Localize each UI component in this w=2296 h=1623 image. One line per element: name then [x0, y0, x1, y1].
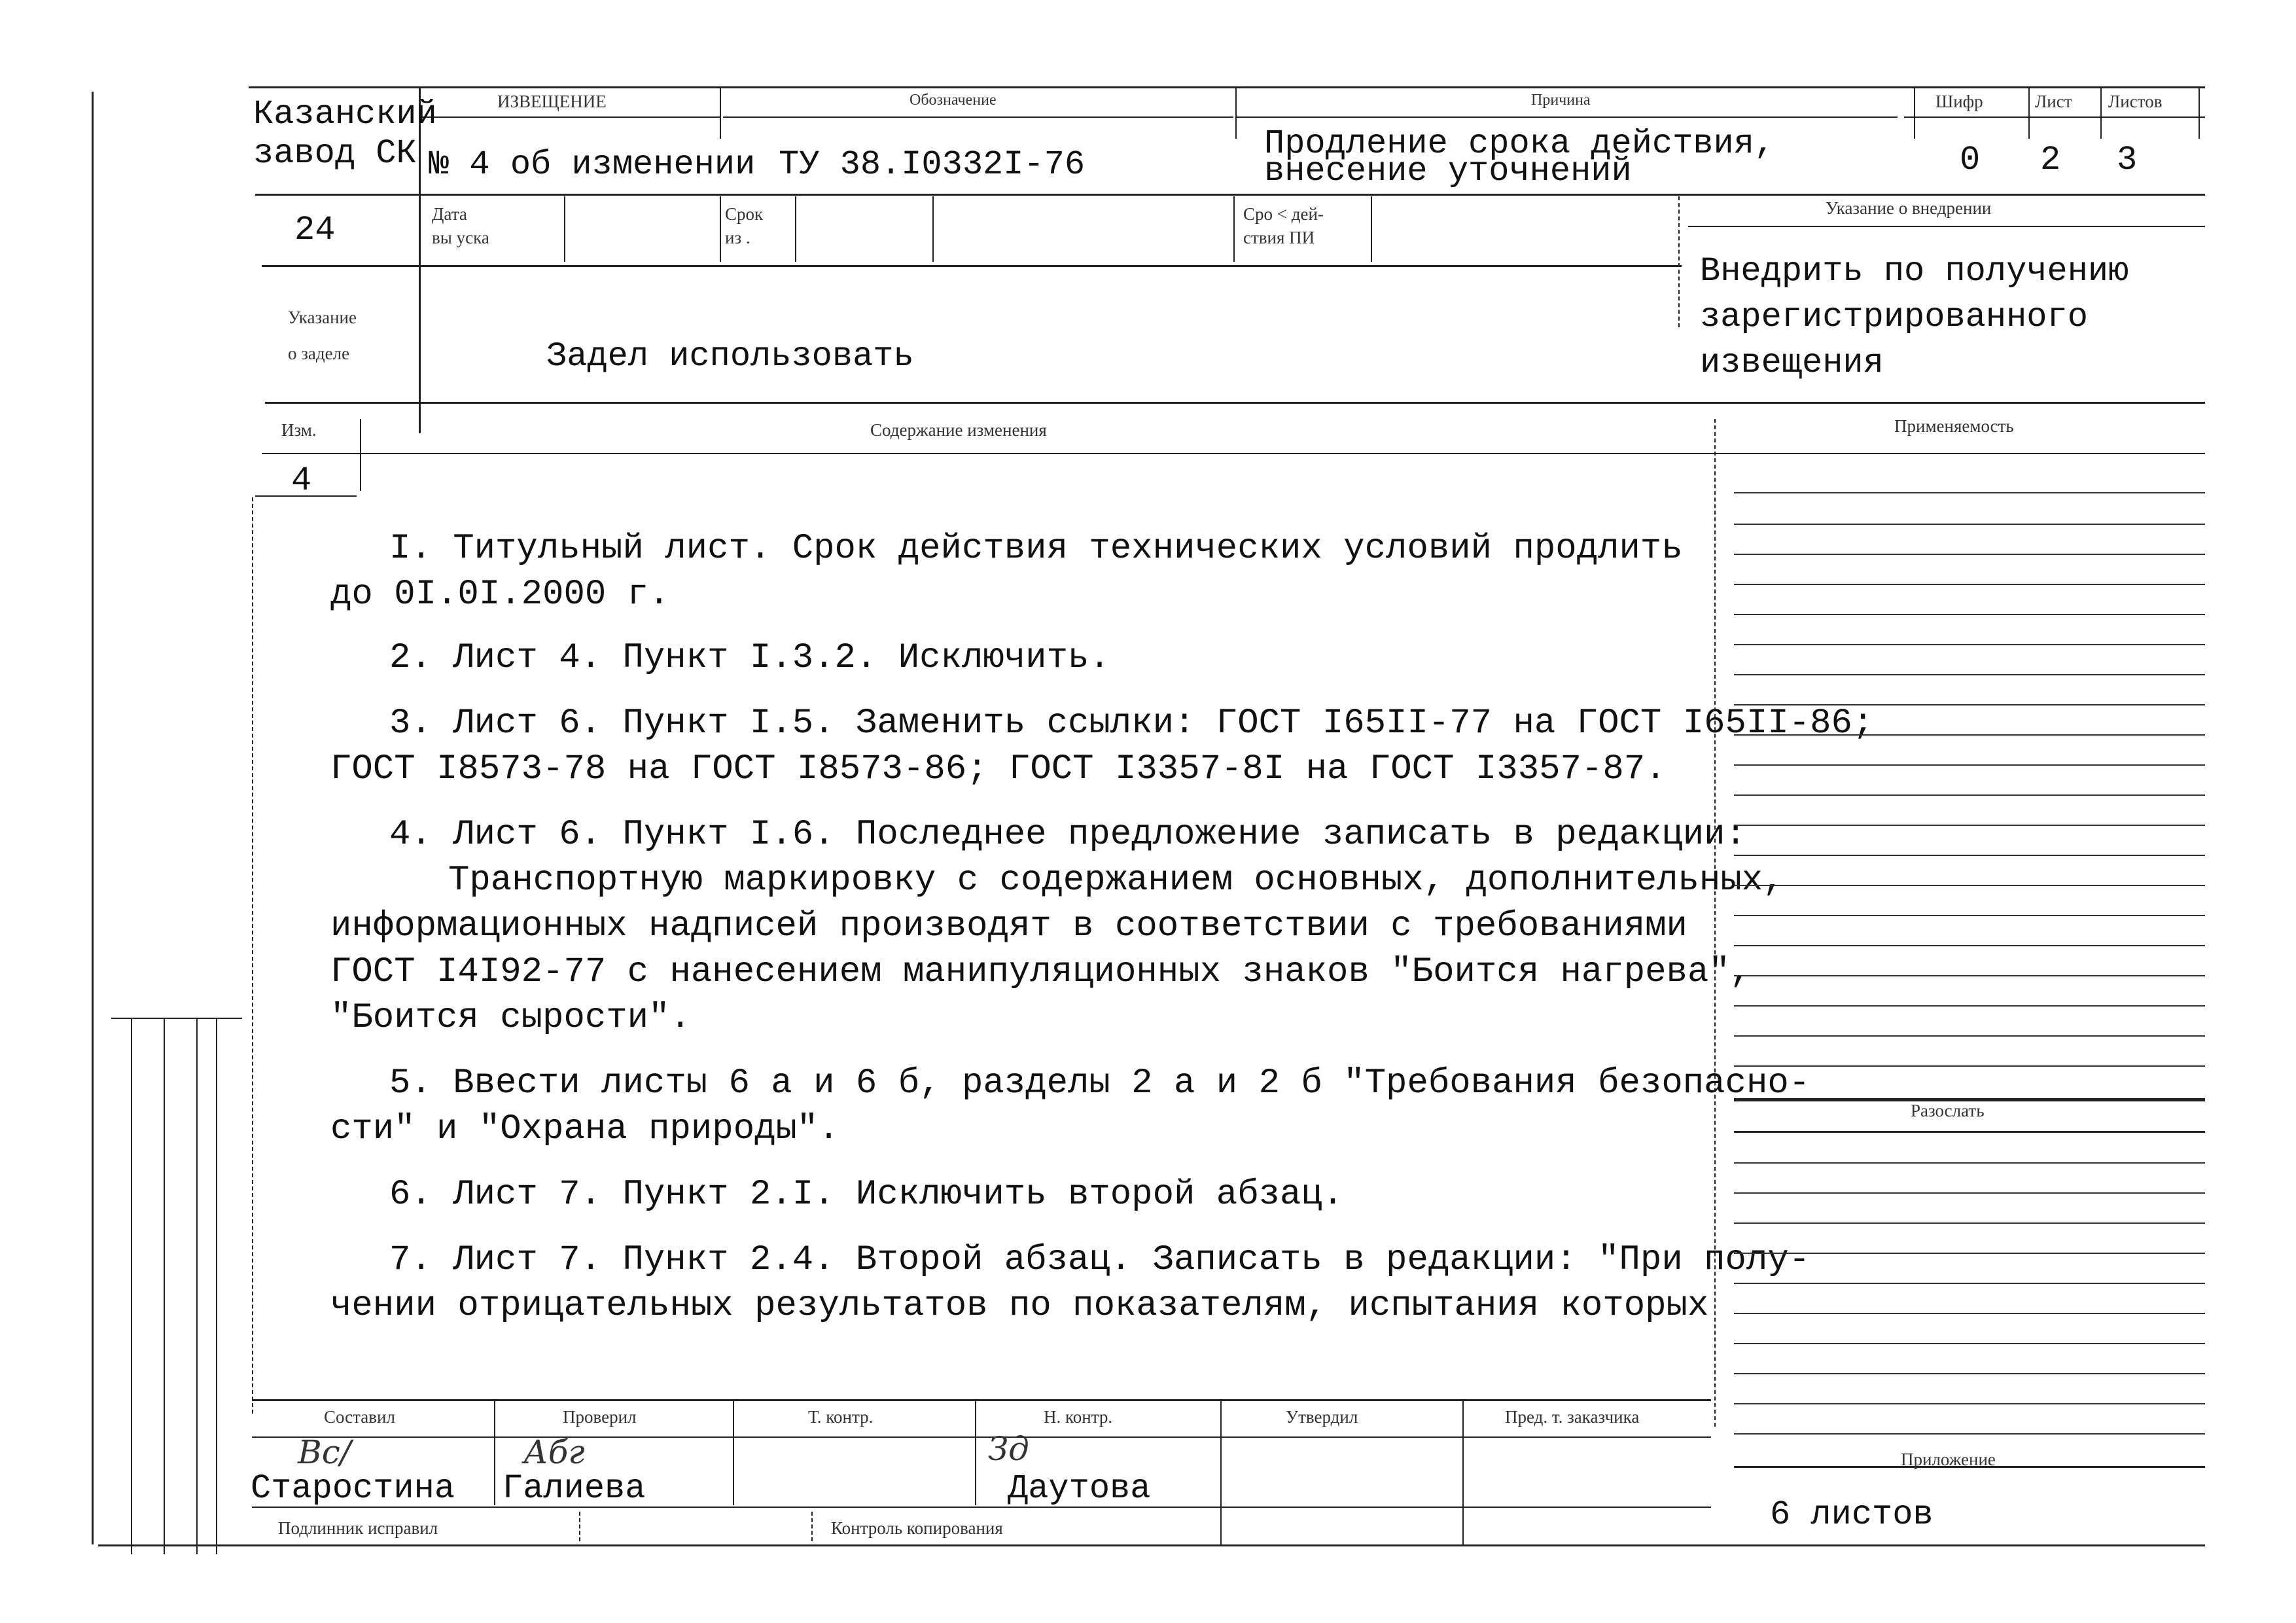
backlog-label-2: о заделе — [288, 344, 350, 363]
sheets-label: Листов — [2108, 92, 2163, 111]
backlog-label-1: Указание — [288, 308, 357, 327]
approved-label: Утвердил — [1286, 1407, 1358, 1427]
notice-label: ИЗВЕЩЕНИЕ — [497, 92, 607, 111]
control-label: Контроль копирования — [831, 1518, 1003, 1538]
signature-norm-control: Зд — [988, 1430, 1029, 1468]
code-label: Шифр — [1935, 92, 1983, 111]
body-line-2: до 0I.0I.2000 г. — [330, 575, 670, 615]
appendix-label: Приложение — [1901, 1450, 1996, 1469]
reason-line1: Продление срока действия, — [1264, 124, 1775, 163]
body-line-6: 4. Лист 6. Пункт I.6. Последнее предложение записать в редакции: — [389, 815, 1746, 855]
body-line-5: ГОСТ I8573-78 на ГОСТ I8573-86; ГОСТ I3357-8I на ГОСТ I3357-87. — [330, 749, 1667, 789]
implementation-line2: зарегистрированного — [1700, 298, 2088, 336]
change-number: 4 — [291, 461, 312, 500]
content-label: Содержание изменения — [870, 420, 1047, 440]
body-line-7: Транспортную маркировку с содержанием основных, дополнительных, — [448, 861, 1784, 901]
norm-control-name: Даутова — [1008, 1469, 1151, 1508]
body-line-3: 2. Лист 4. Пункт I.3.2. Исключить. — [389, 638, 1110, 678]
code-value: 0 — [1960, 141, 1981, 179]
notice-code-number: 24 — [294, 211, 336, 249]
body-line-14: 7. Лист 7. Пункт 2.4. Второй абзац. Записать в редакции: "При полу- — [389, 1240, 1810, 1280]
body-line-10: "Боится сырости". — [330, 998, 691, 1038]
change-label: Изм. — [281, 420, 317, 440]
issue-date-label-2: вы уска — [432, 228, 489, 247]
backlog-text: Задел использовать — [546, 337, 914, 376]
validity-label-2: ствия ПИ — [1243, 228, 1315, 247]
implementation-line3: извещения — [1700, 344, 1884, 382]
applicability-label: Применяемость — [1894, 416, 2014, 436]
body-line-4: 3. Лист 6. Пункт I.5. Заменить ссылки: ГОСТ I65II-77 на ГОСТ I65II-86; — [389, 704, 1874, 743]
body-line-1: I. Титульный лист. Срок действия технических условий продлить — [389, 529, 1683, 569]
sheets-value: 3 — [2117, 141, 2138, 179]
compiled-label: Составил — [324, 1407, 395, 1427]
org-name-line2: завод СК — [253, 134, 417, 173]
designation: ТУ 38.I0332I-76 — [779, 145, 1086, 184]
compiled-name: Старостина — [251, 1469, 455, 1508]
appendix-text: 6 листов — [1770, 1495, 1934, 1534]
tech-control-label: Т. контр. — [808, 1407, 874, 1427]
body-line-12: сти" и "Охрана природы". — [330, 1109, 839, 1149]
checked-label: Проверил — [563, 1407, 637, 1427]
norm-control-label: Н. контр. — [1044, 1407, 1113, 1427]
designation-label: Обозначение — [910, 92, 997, 109]
signature-compiler: Вс/ — [298, 1433, 351, 1471]
org-name-line1: Казанский — [253, 95, 437, 134]
original-label: Подлинник исправил — [278, 1518, 438, 1538]
term-label-2: из . — [725, 228, 751, 247]
body-line-13: 6. Лист 7. Пункт 2.I. Исключить второй абзац. — [389, 1175, 1344, 1215]
term-label-1: Срок — [725, 204, 764, 224]
body-line-11: 5. Ввести листы 6 а и 6 б, разделы 2 а и 2 б "Требования безопасно- — [389, 1063, 1810, 1103]
validity-label-1: Сро < дей- — [1243, 204, 1324, 224]
sheet-value: 2 — [2040, 141, 2061, 179]
body-line-15: чении отрицательных результатов по показателям, испытания которых — [330, 1286, 1709, 1326]
implementation-line1: Внедрить по получению — [1700, 252, 2129, 291]
body-line-8: информационных надписей производят в соответствии с требованиями — [330, 906, 1687, 946]
send-label: Разослать — [1911, 1101, 1985, 1120]
checked-name: Галиева — [503, 1469, 646, 1508]
body-line-9: ГОСТ I4I92-77 с нанесением манипуляционных знаков "Боится нагрева", — [330, 952, 1752, 992]
issue-date-label-1: Дата — [432, 204, 467, 224]
implementation-label: Указание о внедрении — [1826, 198, 1992, 218]
sheet-label: Лист — [2035, 92, 2072, 111]
notice-number: № 4 об изменении — [429, 145, 756, 184]
reason-line2: внесение уточнений — [1264, 152, 1632, 190]
customer-label: Пред. т. заказчика — [1505, 1407, 1640, 1427]
reason-label: Причина — [1531, 92, 1591, 109]
signature-checker: Абг — [523, 1433, 585, 1471]
